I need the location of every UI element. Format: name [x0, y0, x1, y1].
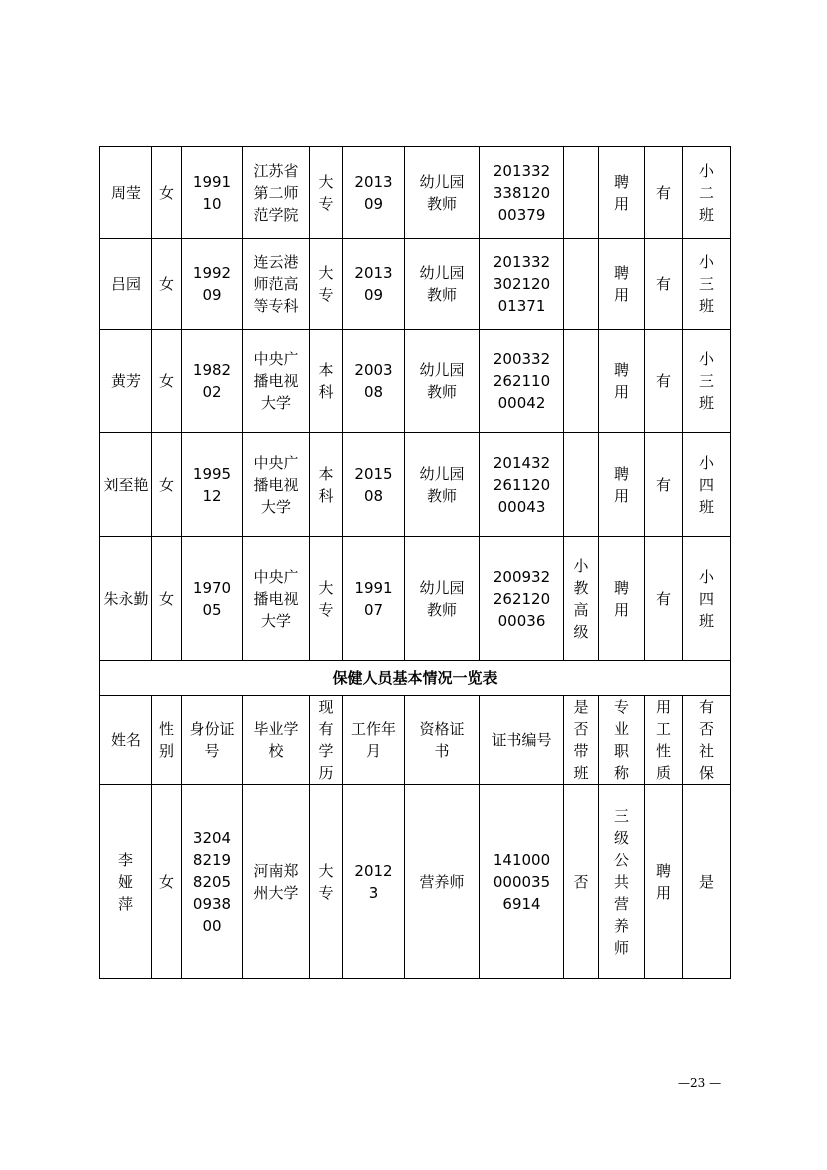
edu-cell [310, 330, 343, 433]
employ-cell-text: 聘用 [613, 361, 629, 401]
work-cell [343, 330, 405, 433]
employ-cell-text: 聘用 [613, 464, 629, 505]
employ-cell [599, 433, 645, 537]
gender-cell [152, 433, 182, 537]
header-cell [480, 696, 564, 785]
birth-cell-text: 198202 [192, 361, 232, 401]
title-cell-text: 小教高级 [573, 556, 589, 641]
name-cell [100, 330, 152, 433]
qual-cell-text: 营养师 [419, 872, 465, 891]
birth-cell [182, 537, 243, 661]
school-cell [243, 330, 310, 433]
cert-cell [480, 785, 564, 979]
header-cell-text: 是否带班 [573, 698, 589, 782]
cert-cell-text: 20133233812000379 [492, 161, 551, 224]
section-title: 保健人员基本情况一览表 [100, 661, 731, 696]
gender-cell-text: 女 [158, 275, 174, 293]
header-cell [152, 696, 182, 785]
id-cell [182, 785, 243, 979]
edu-cell [310, 537, 343, 661]
employ-cell-text: 聘用 [613, 578, 629, 619]
name-cell [100, 433, 152, 537]
work-cell-text: 200308 [354, 361, 393, 401]
work-cell-text: 201508 [354, 464, 393, 505]
qual-cell [405, 433, 480, 537]
work-cell [343, 239, 405, 330]
class-cell [683, 330, 731, 433]
table-row [100, 433, 731, 537]
cert-cell [480, 433, 564, 537]
edu-cell [310, 239, 343, 330]
employ-cell [599, 330, 645, 433]
school-cell-text: 中央广播电视大学 [253, 453, 299, 516]
cert-cell [480, 330, 564, 433]
insurance-cell-text: 有 [655, 183, 671, 202]
gender-cell-text: 女 [158, 372, 174, 390]
header-cell [243, 696, 310, 785]
school-cell-text: 中央广播电视大学 [253, 350, 299, 412]
cert-cell-text: 20133230212001371 [492, 253, 551, 315]
header-cell [100, 696, 152, 785]
health-header-row [100, 696, 731, 785]
edu-cell-text: 大专 [318, 578, 334, 619]
employ-cell [599, 239, 645, 330]
header-cell-text: 资格证书 [419, 720, 465, 760]
header-cell-text: 姓名 [110, 731, 141, 749]
title-cell [564, 433, 599, 537]
edu-cell [310, 147, 343, 239]
gender-cell-text: 女 [158, 872, 174, 891]
teacher-rows [100, 147, 731, 661]
header-cell [405, 696, 480, 785]
name-cell-text: 朱永勤 [103, 589, 149, 608]
work-cell-text: 201309 [354, 264, 393, 304]
edu-cell-text: 大专 [318, 264, 334, 304]
cert-cell [480, 239, 564, 330]
gender-cell [152, 330, 182, 433]
header-cell [343, 696, 405, 785]
insurance-cell [645, 330, 683, 433]
name-cell [100, 537, 152, 661]
edu-cell-text: 本科 [318, 464, 334, 505]
cert-cell [480, 537, 564, 661]
cert-cell-text: 1410000000356914 [492, 850, 551, 913]
id-cell-text: 320482198205093800 [192, 828, 232, 935]
header-cell [182, 696, 243, 785]
name-cell [100, 239, 152, 330]
title-cell [564, 330, 599, 433]
school-cell [243, 239, 310, 330]
cert-cell-text: 20033226211000042 [492, 350, 551, 412]
table-row [100, 330, 731, 433]
name-cell-text: 李娅萍 [117, 850, 133, 913]
insurance-cell-text: 是 [698, 872, 714, 891]
header-cell [599, 696, 645, 785]
insurance-cell [645, 239, 683, 330]
header-cell [683, 696, 731, 785]
qual-cell-text: 幼儿园教师 [419, 172, 465, 213]
gender-cell-text: 女 [158, 589, 174, 608]
table-row [100, 537, 731, 661]
class-cell-text: 小二班 [698, 161, 714, 224]
insurance-cell [645, 433, 683, 537]
header-cell-text: 性别 [158, 720, 174, 760]
table-row [100, 785, 731, 979]
school-cell-text: 中央广播电视大学 [253, 567, 299, 630]
insurance-cell-text: 有 [655, 589, 671, 608]
qual-cell [405, 537, 480, 661]
qual-cell-text: 幼儿园教师 [419, 464, 465, 505]
header-cell [645, 696, 683, 785]
school-cell [243, 537, 310, 661]
class-cell-text: 小四班 [698, 567, 714, 630]
edu-cell [310, 785, 343, 979]
title-cell [564, 147, 599, 239]
class-cell-text: 小三班 [698, 350, 714, 412]
class-cell [683, 433, 731, 537]
qual-cell [405, 147, 480, 239]
birth-cell-text: 199512 [192, 464, 232, 505]
class-cell-text: 小三班 [698, 253, 714, 315]
health-rows [100, 785, 731, 979]
class-cell-text: 小四班 [698, 453, 714, 516]
edu-cell-text: 大专 [318, 861, 334, 902]
title-cell [564, 537, 599, 661]
birth-cell [182, 330, 243, 433]
insurance-cell-text: 有 [655, 475, 671, 494]
edu-cell-text: 大专 [318, 172, 334, 213]
cert-cell-text: 20143226112000043 [492, 453, 551, 516]
insurance-cell [645, 537, 683, 661]
school-cell-text: 河南郑州大学 [253, 861, 299, 902]
section-row [100, 661, 731, 696]
class-cell [683, 147, 731, 239]
header-cell-text: 证书编号 [491, 731, 552, 749]
header-cell-text: 用工性质 [655, 698, 671, 782]
insurance-cell-text: 有 [655, 275, 671, 293]
header-cell-text: 身份证号 [189, 720, 235, 760]
table-row [100, 147, 731, 239]
school-cell [243, 147, 310, 239]
staff-table [99, 146, 731, 979]
title-cell [564, 239, 599, 330]
table-row [100, 239, 731, 330]
employ-cell [599, 537, 645, 661]
employ-cell-text: 聘用 [613, 264, 629, 304]
header-cell-text: 毕业学校 [253, 720, 299, 760]
name-cell [100, 785, 152, 979]
page-number: —23 — [678, 1076, 722, 1090]
edu-cell-text: 本科 [318, 361, 334, 401]
qual-cell [405, 330, 480, 433]
title-cell [599, 785, 645, 979]
header-cell [310, 696, 343, 785]
name-cell-text: 吕园 [110, 275, 141, 293]
header-cell [564, 696, 599, 785]
cert-cell-text: 20093226212000036 [492, 567, 551, 630]
cert-cell [480, 147, 564, 239]
class-cell [683, 537, 731, 661]
work-cell [343, 785, 405, 979]
work-cell [343, 537, 405, 661]
header-cell-text: 有否社保 [698, 698, 714, 782]
name-cell [100, 147, 152, 239]
work-cell [343, 433, 405, 537]
class-cell [683, 239, 731, 330]
insurance-cell-text: 有 [655, 372, 671, 390]
employ-cell-text: 聘用 [655, 861, 671, 902]
header-cell-text: 现有学历 [318, 698, 334, 782]
gender-cell-text: 女 [158, 475, 174, 494]
qual-cell-text: 幼儿园教师 [419, 264, 465, 304]
work-cell [343, 147, 405, 239]
gender-cell [152, 785, 182, 979]
gender-cell [152, 537, 182, 661]
school-cell [243, 433, 310, 537]
birth-cell [182, 147, 243, 239]
qual-cell-text: 幼儿园教师 [419, 578, 465, 619]
birth-cell-text: 197005 [192, 578, 232, 619]
class-cell [564, 785, 599, 979]
insurance-cell [683, 785, 731, 979]
class-cell-text: 否 [573, 872, 589, 891]
birth-cell-text: 199110 [192, 172, 232, 213]
name-cell-text: 黄芳 [110, 372, 141, 390]
gender-cell [152, 239, 182, 330]
qual-cell-text: 幼儿园教师 [419, 361, 465, 401]
work-cell-text: 199107 [354, 578, 393, 619]
title-cell-text: 三级公共营养师 [613, 806, 629, 957]
qual-cell [405, 239, 480, 330]
birth-cell-text: 199209 [192, 264, 232, 304]
header-cell-text: 工作年月 [350, 720, 396, 760]
gender-cell [152, 147, 182, 239]
name-cell-text: 周莹 [110, 183, 141, 202]
header-cell-text: 专业职称 [613, 698, 629, 782]
school-cell-text: 江苏省第二师范学院 [253, 161, 299, 224]
school-cell [243, 785, 310, 979]
birth-cell [182, 239, 243, 330]
gender-cell-text: 女 [158, 183, 174, 202]
edu-cell [310, 433, 343, 537]
school-cell-text: 连云港师范高等专科 [253, 253, 299, 315]
birth-cell [182, 433, 243, 537]
qual-cell [405, 785, 480, 979]
employ-cell-text: 聘用 [613, 172, 629, 213]
employ-cell [645, 785, 683, 979]
work-cell-text: 201309 [354, 172, 393, 213]
employ-cell [599, 147, 645, 239]
insurance-cell [645, 147, 683, 239]
work-cell-text: 20123 [354, 861, 393, 902]
name-cell-text: 刘至艳 [103, 475, 149, 494]
